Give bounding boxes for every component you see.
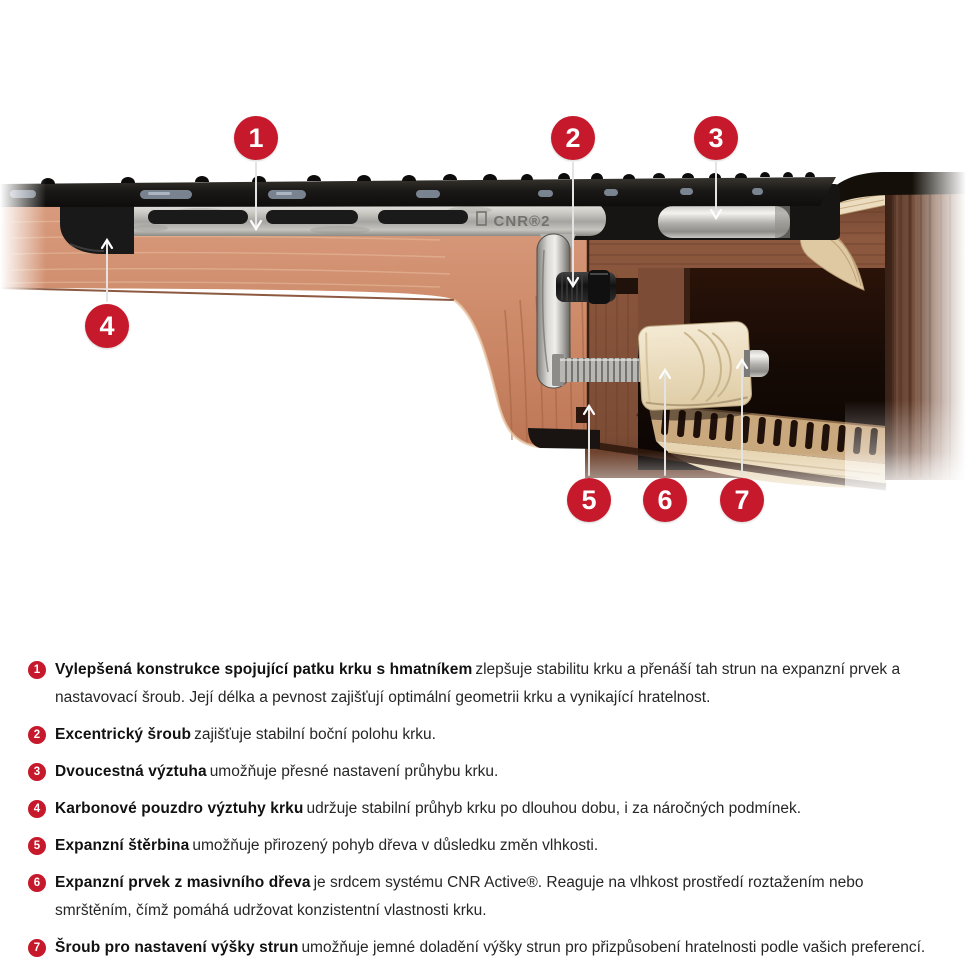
callout-number: 6 xyxy=(657,484,673,515)
callout-number: 5 xyxy=(581,484,597,515)
legend-text: Expanzní štěrbina umožňuje přirozený pohyb dřeva v důsledku změn vlhkosti. xyxy=(55,837,599,854)
legend-badge: 2 xyxy=(28,726,46,744)
string-height-screw xyxy=(744,350,769,377)
callout-number: 7 xyxy=(734,484,750,515)
legend-text: Excentrický šroub zajišťuje stabilní boční polohu krku. xyxy=(55,726,436,743)
callout-badge-1 xyxy=(234,116,278,160)
adjustment-screw-rod xyxy=(552,354,652,386)
legend xyxy=(0,630,966,962)
callout-number: 2 xyxy=(565,122,581,153)
legend-badge: 5 xyxy=(28,837,46,855)
legend-text: Karbonové pouzdro výztuhy krku udržuje stabilní průhyb krku po dlouhou dobu, i za náročných podmínek. xyxy=(55,800,802,817)
stamp-label: CNR®2 xyxy=(493,213,551,230)
callout-badge-6 xyxy=(643,478,687,522)
legend-badge: 3 xyxy=(28,763,46,781)
legend-text: Dvoucestná výztuha umožňuje přesné nastavení průhybu krku. xyxy=(55,763,499,780)
callout-badge-3 xyxy=(694,116,738,160)
truss-rod xyxy=(658,206,790,238)
callout-badge-2 xyxy=(551,116,595,160)
legend-item-7 xyxy=(28,934,940,962)
legend-item-1 xyxy=(28,656,940,712)
callout-number: 3 xyxy=(708,122,724,153)
legend-item-4 xyxy=(28,795,940,823)
legend-text: Vylepšená konstrukce spojující patku krku s hmatníkem zlepšuje stabilitu krku a přenáší tah strun na expanzní prvek a nastavovací šroub. Její délka a pevnost zajišťují optimální geometrii krku a vynikající hratelnost. xyxy=(55,661,901,706)
legend-item-5 xyxy=(28,832,940,860)
legend-item-3 xyxy=(28,758,940,786)
callout-number: 4 xyxy=(99,310,115,341)
callout-badge-7 xyxy=(720,478,764,522)
legend-badge: 7 xyxy=(28,939,46,957)
legend-text: Expanzní prvek z masivního dřeva je srdcem systému CNR Active®. Reaguje na vlhkost prostředí roztažením nebo smrštěním, čímž pomáhá udržovat konzistentní vlastnosti krku. xyxy=(55,874,864,919)
callout-badge-4 xyxy=(85,304,129,348)
legend-badge: 1 xyxy=(28,661,46,679)
legend-item-6 xyxy=(28,869,940,925)
legend-badge: 4 xyxy=(28,800,46,818)
callout-number: 1 xyxy=(248,122,264,153)
fretboard-cutaway xyxy=(0,172,836,207)
legend-text: Šroub pro nastavení výšky strun umožňuje jemné doladění výšky strun pro přizpůsobení hratelnosti podle vašich preferencí. xyxy=(55,939,926,956)
legend-badge: 6 xyxy=(28,874,46,892)
callout-badge-5 xyxy=(567,478,611,522)
legend-item-2 xyxy=(28,721,940,749)
